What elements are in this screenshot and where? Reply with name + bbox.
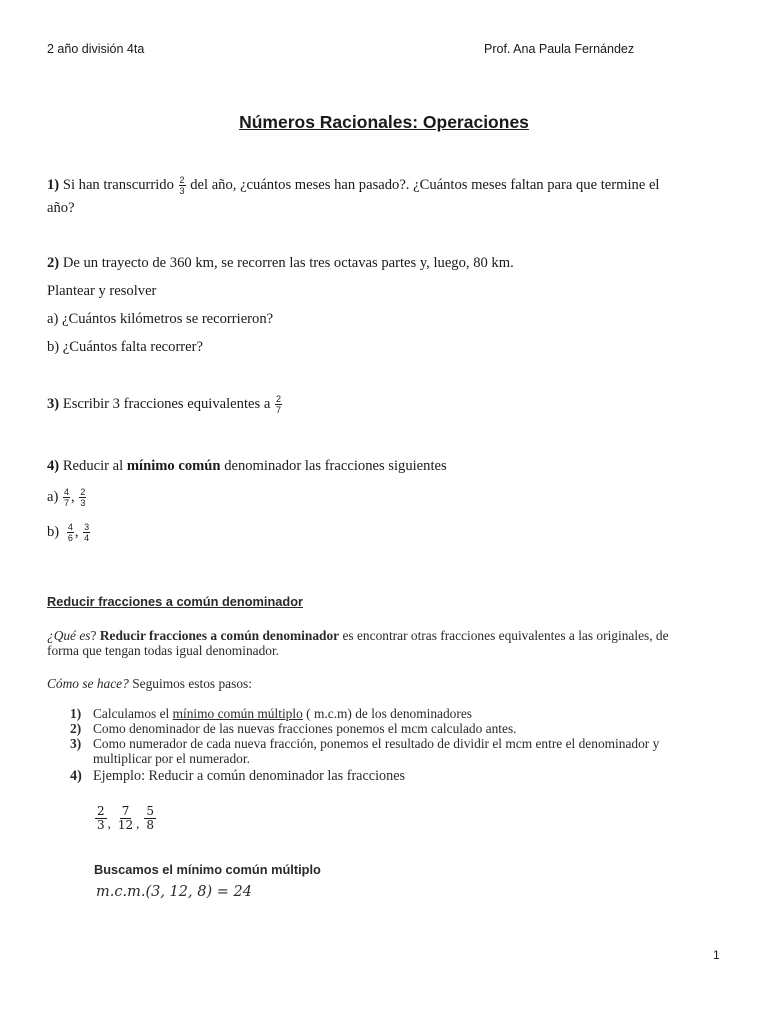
step-text: Como denominador de las nuevas fracciones ponemos el mcm calculado antes. [93, 721, 517, 736]
header-course: 2 año división 4ta [47, 42, 145, 56]
header-teacher: Prof. Ana Paula Fernández [484, 42, 635, 56]
exercise-4-text-before: Reducir al [62, 458, 124, 474]
section-definition [47, 628, 727, 643]
fraction-numerator: 2 [97, 804, 105, 818]
mcm-heading: Buscamos el mínimo común múltiplo [94, 862, 321, 877]
mcm-link[interactable]: mínimo común múltiplo [172, 706, 303, 721]
step-text-line2: multiplicar por el numerador. [93, 751, 250, 766]
list-item [70, 706, 710, 721]
fraction-numerator: 4 [64, 487, 70, 498]
section-heading: Reducir fracciones a común denominador [47, 594, 303, 609]
exercise-1-number: 1) [47, 177, 60, 193]
section-how [47, 676, 252, 691]
section-definition-line2: forma que tengan todas igual denominador. [47, 643, 280, 658]
exercise-2-question-a: a) ¿Cuántos kilómetros se recorrieron? [47, 311, 274, 327]
example-fraction [116, 805, 135, 832]
exercise-1-fraction [179, 175, 186, 196]
item-a-fraction-2 [79, 487, 86, 508]
exercise-2-question-b: b) ¿Cuántos falta recorrer? [47, 339, 203, 355]
exercise-3-fraction [275, 394, 282, 415]
item-a-label: a) [47, 489, 59, 505]
example-fraction [95, 805, 107, 832]
fraction-numerator: 3 [84, 522, 90, 533]
definition-text: es encontrar otras fracciones equivalentes a las originales, de [342, 628, 669, 643]
step-text: ( m.c.m) de los denominadores [306, 706, 472, 721]
exercise-1 [47, 175, 727, 196]
fraction-denominator: 4 [84, 533, 90, 544]
step-number: 1) [70, 706, 82, 721]
step-text: Como numerador de cada nueva fracción, ponemos el resultado de dividir el mcm entre el denominador y [93, 736, 660, 751]
fraction-denominator: 8 [146, 818, 155, 832]
fraction-numerator: 2 [275, 394, 281, 405]
step-text: Ejemplo: Reducir a común denominador las fracciones [93, 768, 406, 784]
fraction-denominator: 3 [80, 498, 86, 509]
exercise-1-line2: año? [47, 200, 75, 216]
fraction-denominator: 3 [97, 818, 105, 832]
exercise-3 [47, 394, 283, 415]
fraction-denominator: 7 [275, 405, 281, 416]
exercise-2-instruction: Plantear y resolver [47, 283, 157, 299]
fraction-separator: , [136, 816, 140, 832]
list-item [70, 767, 710, 785]
fraction-numerator: 7 [121, 804, 130, 818]
item-b-fraction-2 [83, 522, 90, 543]
exercise-1-text-after: del año, ¿cuántos meses han pasado?. ¿Cuántos meses faltan para que termine el [190, 177, 660, 193]
exercise-4-item-b [47, 522, 91, 543]
definition-question-mark: ? [90, 628, 97, 643]
exercise-2-text: De un trayecto de 360 km, se recorren las tres octavas partes y, luego, 80 km. [62, 255, 514, 271]
fraction-numerator: 4 [67, 522, 73, 533]
fraction-separator: , [107, 816, 111, 832]
exercise-2 [47, 253, 737, 274]
list-item [70, 736, 710, 766]
exercise-4-number: 4) [47, 458, 60, 474]
item-a-fraction-1 [63, 487, 70, 508]
how-text: Seguimos estos pasos: [132, 676, 252, 691]
page-number: 1 [713, 948, 720, 962]
step-text: Calculamos el [93, 706, 170, 721]
fraction-numerator: 2 [80, 487, 86, 498]
step-number: 3) [70, 736, 82, 751]
page-title: Números Racionales: Operaciones [239, 112, 529, 132]
list-item [70, 721, 710, 736]
fraction-separator: , [74, 524, 79, 540]
steps-list [70, 706, 710, 785]
step-number: 2) [70, 721, 82, 736]
step-number: 4) [70, 768, 82, 784]
mcm-formula: m.c.m.(3, 12, 8) = 24 [96, 884, 252, 900]
fraction-denominator: 6 [67, 533, 73, 544]
fraction-numerator: 5 [146, 804, 155, 818]
how-question: Cómo se hace? [47, 676, 129, 691]
exercise-3-text: Escribir 3 fracciones equivalentes a [62, 396, 271, 412]
exercise-4-text-after: denominador las fracciones siguientes [224, 458, 447, 474]
exercise-4-bold: mínimo común [126, 458, 221, 474]
exercise-4-item-a [47, 487, 87, 508]
exercise-4 [47, 456, 447, 477]
fraction-denominator: 7 [64, 498, 70, 509]
fraction-denominator: 12 [117, 818, 134, 832]
fraction-separator: , [71, 489, 75, 505]
definition-question: ¿Qué es [47, 628, 91, 643]
fraction-denominator: 3 [179, 186, 185, 197]
example-fraction [144, 805, 156, 832]
item-b-fraction-1 [67, 522, 74, 543]
exercise-1-text-before: Si han transcurrido [62, 177, 174, 193]
exercise-2-number: 2) [47, 255, 60, 271]
example-fractions [94, 805, 157, 832]
fraction-numerator: 2 [179, 175, 185, 186]
item-b-label: b) [47, 524, 60, 540]
exercise-3-number: 3) [47, 396, 60, 412]
definition-bold: Reducir fracciones a común denominador [99, 628, 340, 643]
